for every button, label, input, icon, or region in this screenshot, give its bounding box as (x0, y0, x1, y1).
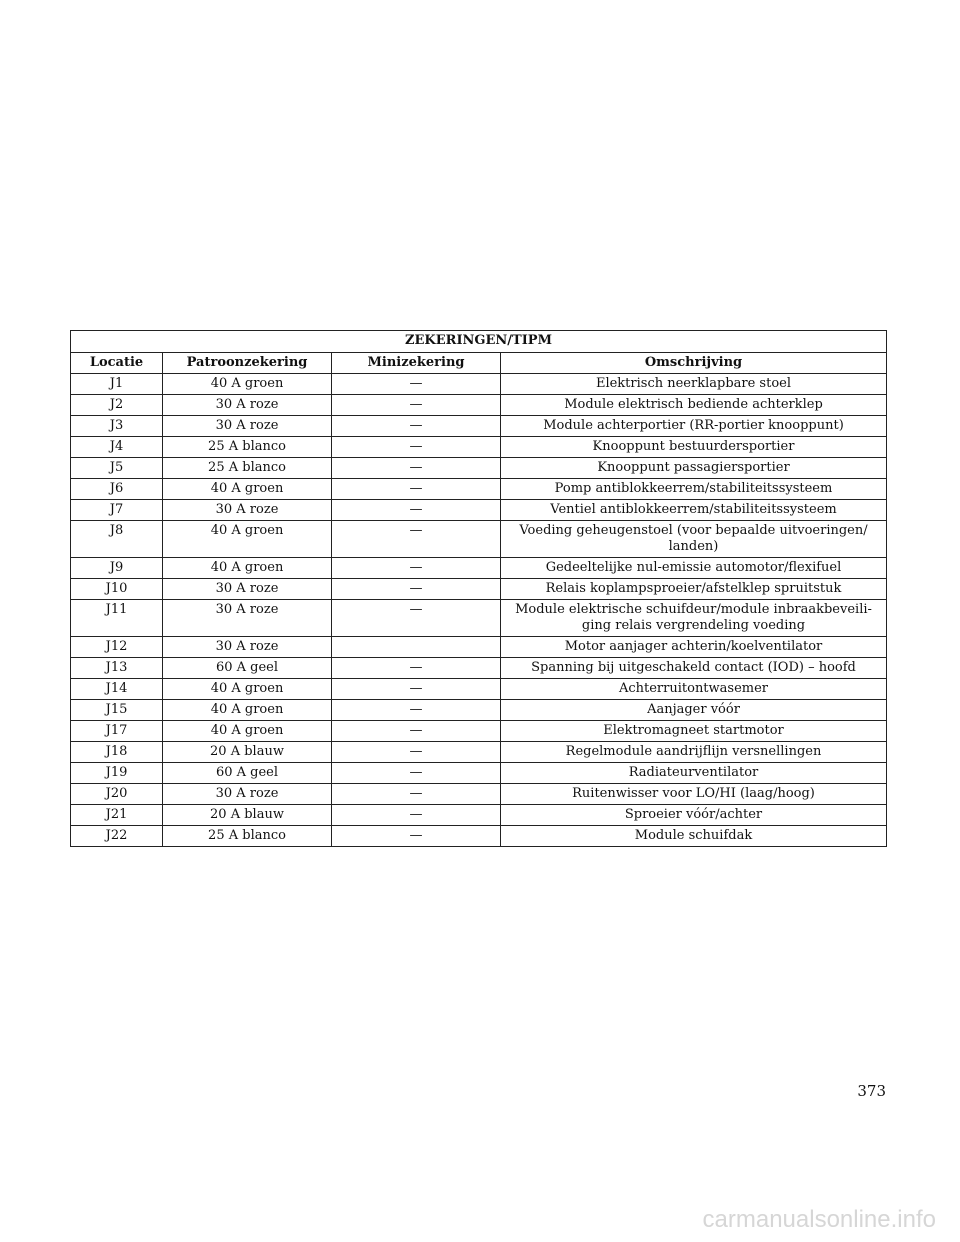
cell-locatie: J4 (71, 437, 163, 458)
cell-minizekering: — (332, 721, 501, 742)
cell-omschrijving: Regelmodule aandrijflijn versnellingen (501, 742, 887, 763)
table-row (71, 600, 887, 637)
table-body (71, 374, 887, 847)
header-omschrijving: Omschrijving (501, 353, 887, 374)
header-patroonzekering: Patroonzekering (163, 353, 332, 374)
cell-locatie: J1 (71, 374, 163, 395)
cell-minizekering: — (332, 826, 501, 847)
table-row (71, 437, 887, 458)
cell-patroonzekering: 40 A groen (163, 558, 332, 579)
cell-minizekering: — (332, 784, 501, 805)
cell-patroonzekering: 40 A groen (163, 479, 332, 500)
cell-patroonzekering: 30 A roze (163, 500, 332, 521)
cell-minizekering: — (332, 458, 501, 479)
cell-omschrijving: Sproeier vóór/achter (501, 805, 887, 826)
cell-minizekering: — (332, 558, 501, 579)
table-row (71, 805, 887, 826)
header-minizekering: Minizekering (332, 353, 501, 374)
cell-omschrijving: Achterruitontwasemer (501, 679, 887, 700)
cell-patroonzekering: 30 A roze (163, 416, 332, 437)
cell-patroonzekering: 40 A groen (163, 679, 332, 700)
cell-patroonzekering: 60 A geel (163, 658, 332, 679)
header-locatie: Locatie (71, 353, 163, 374)
cell-locatie: J9 (71, 558, 163, 579)
cell-omschrijving: Relais koplampsproeier/afstelklep spruitstuk (501, 579, 887, 600)
table-row (71, 395, 887, 416)
table-row (71, 637, 887, 658)
cell-patroonzekering: 40 A groen (163, 521, 332, 558)
cell-minizekering: — (332, 579, 501, 600)
cell-locatie: J17 (71, 721, 163, 742)
cell-locatie: J7 (71, 500, 163, 521)
table-row (71, 721, 887, 742)
cell-minizekering: — (332, 521, 501, 558)
watermark: carmanualsonline.info (702, 1206, 936, 1233)
table-title: ZEKERINGEN/TIPM (71, 331, 887, 353)
cell-patroonzekering: 30 A roze (163, 784, 332, 805)
cell-locatie: J5 (71, 458, 163, 479)
cell-minizekering: — (332, 763, 501, 784)
cell-minizekering: — (332, 479, 501, 500)
cell-minizekering: — (332, 395, 501, 416)
cell-locatie: J18 (71, 742, 163, 763)
cell-minizekering: — (332, 374, 501, 395)
cell-minizekering: — (332, 600, 501, 637)
cell-minizekering: — (332, 805, 501, 826)
cell-patroonzekering: 25 A blanco (163, 826, 332, 847)
cell-locatie: J8 (71, 521, 163, 558)
cell-locatie: J3 (71, 416, 163, 437)
cell-patroonzekering: 60 A geel (163, 763, 332, 784)
table-row (71, 679, 887, 700)
cell-minizekering: — (332, 416, 501, 437)
cell-locatie: J15 (71, 700, 163, 721)
cell-minizekering: — (332, 742, 501, 763)
table-row (71, 416, 887, 437)
table-row (71, 374, 887, 395)
cell-patroonzekering: 30 A roze (163, 600, 332, 637)
table-header-row (71, 353, 887, 374)
cell-locatie: J14 (71, 679, 163, 700)
cell-patroonzekering: 30 A roze (163, 637, 332, 658)
table-row (71, 579, 887, 600)
cell-minizekering (332, 637, 501, 658)
cell-omschrijving: Module elektrisch bediende achterklep (501, 395, 887, 416)
cell-patroonzekering: 40 A groen (163, 700, 332, 721)
cell-omschrijving: Radiateurventilator (501, 763, 887, 784)
table-row (71, 658, 887, 679)
cell-omschrijving: Motor aanjager achterin/koelventilator (501, 637, 887, 658)
cell-minizekering: — (332, 679, 501, 700)
table-row (71, 521, 887, 558)
cell-minizekering: — (332, 500, 501, 521)
cell-minizekering: — (332, 700, 501, 721)
table-row (71, 558, 887, 579)
cell-locatie: J2 (71, 395, 163, 416)
cell-patroonzekering: 30 A roze (163, 579, 332, 600)
cell-locatie: J21 (71, 805, 163, 826)
table-row (71, 479, 887, 500)
cell-omschrijving: Knooppunt bestuurdersportier (501, 437, 887, 458)
cell-omschrijving: Elektromagneet startmotor (501, 721, 887, 742)
cell-omschrijving: Module elektrische schuifdeur/module inbraakbeveili- ging relais vergrendeling voeding (501, 600, 887, 637)
cell-locatie: J12 (71, 637, 163, 658)
cell-locatie: J10 (71, 579, 163, 600)
cell-locatie: J6 (71, 479, 163, 500)
cell-minizekering: — (332, 437, 501, 458)
cell-omschrijving: Module schuifdak (501, 826, 887, 847)
cell-locatie: J22 (71, 826, 163, 847)
table-row (71, 763, 887, 784)
table-row (71, 826, 887, 847)
cell-patroonzekering: 40 A groen (163, 721, 332, 742)
cell-locatie: J11 (71, 600, 163, 637)
cell-omschrijving: Voeding geheugenstoel (voor bepaalde uitvoeringen/ landen) (501, 521, 887, 558)
cell-omschrijving: Ruitenwisser voor LO/HI (laag/hoog) (501, 784, 887, 805)
table-row (71, 458, 887, 479)
cell-patroonzekering: 20 A blauw (163, 742, 332, 763)
cell-omschrijving: Knooppunt passagiersportier (501, 458, 887, 479)
cell-patroonzekering: 40 A groen (163, 374, 332, 395)
page-number: 373 (857, 1082, 886, 1100)
table-title-row (71, 331, 887, 353)
cell-locatie: J20 (71, 784, 163, 805)
cell-omschrijving: Aanjager vóór (501, 700, 887, 721)
table-row (71, 784, 887, 805)
cell-omschrijving: Ventiel antiblokkeerrem/stabiliteitssysteem (501, 500, 887, 521)
cell-locatie: J19 (71, 763, 163, 784)
cell-omschrijving: Elektrisch neerklapbare stoel (501, 374, 887, 395)
table-row (71, 700, 887, 721)
cell-minizekering: — (332, 658, 501, 679)
cell-patroonzekering: 25 A blanco (163, 437, 332, 458)
cell-locatie: J13 (71, 658, 163, 679)
table-row (71, 500, 887, 521)
cell-omschrijving: Gedeeltelijke nul-emissie automotor/flexifuel (501, 558, 887, 579)
cell-omschrijving: Module achterportier (RR-portier knooppunt) (501, 416, 887, 437)
cell-patroonzekering: 20 A blauw (163, 805, 332, 826)
cell-patroonzekering: 30 A roze (163, 395, 332, 416)
cell-omschrijving: Pomp antiblokkeerrem/stabiliteitssysteem (501, 479, 887, 500)
cell-patroonzekering: 25 A blanco (163, 458, 332, 479)
cell-omschrijving: Spanning bij uitgeschakeld contact (IOD) – hoofd (501, 658, 887, 679)
table-row (71, 742, 887, 763)
fuse-table (70, 330, 887, 847)
